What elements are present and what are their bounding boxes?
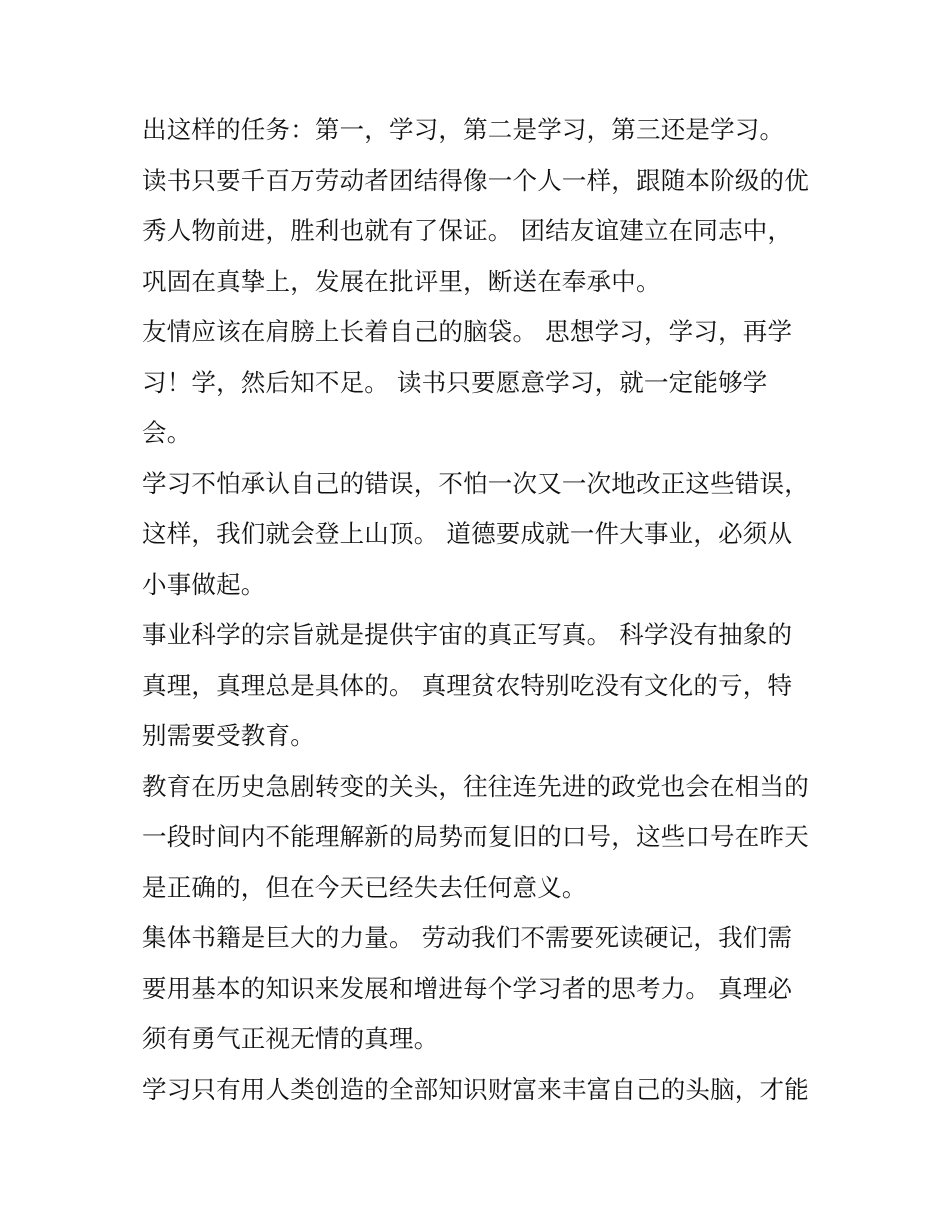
- text-line: 集体书籍是巨大的力量。 劳动我们不需要死读硬记，我们需: [142, 923, 793, 952]
- text-line: 学习不怕承认自己的错误，不怕一次又一次地改正这些错误，: [142, 469, 809, 498]
- text-line: 友情应该在肩膀上长着自己的脑袋。 思想学习，学习，再学: [142, 317, 793, 346]
- text-line: 习！学，然后知不足。 读书只要愿意学习，就一定能够学: [142, 368, 768, 397]
- text-line: 教育在历史急剧转变的关头，往往连先进的政党也会在相当的: [142, 772, 809, 801]
- text-line: 巩固在真挚上，发展在批评里，断送在奉承中。: [142, 267, 661, 296]
- text-line: 一段时间内不能理解新的局势而复旧的口号，这些口号在昨天: [142, 822, 809, 851]
- text-line: 小事做起。: [142, 570, 266, 599]
- text-line: 这样，我们就会登上山顶。 道德要成就一件大事业，必须从: [142, 519, 793, 548]
- text-line: 学习只有用人类创造的全部知识财富来丰富自己的头脑，才能: [142, 1075, 809, 1104]
- text-line: 是正确的，但在今天已经失去任何意义。: [142, 873, 587, 902]
- text-line: 秀人物前进，胜利也就有了保证。 团结友谊建立在同志中，: [142, 216, 793, 245]
- text-line: 会。: [142, 418, 192, 447]
- text-line: 出这样的任务：第一，学习，第二是学习，第三还是学习。: [142, 115, 785, 144]
- text-line: 要用基本的知识来发展和增进每个学习者的思考力。 真理必: [142, 974, 793, 1003]
- text-line: 须有勇气正视无情的真理。: [142, 1024, 439, 1053]
- text-line: 读书只要千百万劳动者团结得像一个人一样，跟随本阶级的优: [142, 166, 809, 195]
- text-line: 事业科学的宗旨就是提供宇宙的真正写真。 科学没有抽象的: [142, 620, 793, 649]
- text-line: 别需要受教育。: [142, 721, 315, 750]
- text-line: 真理，真理总是具体的。 真理贫农特别吃没有文化的亏，特: [142, 671, 793, 700]
